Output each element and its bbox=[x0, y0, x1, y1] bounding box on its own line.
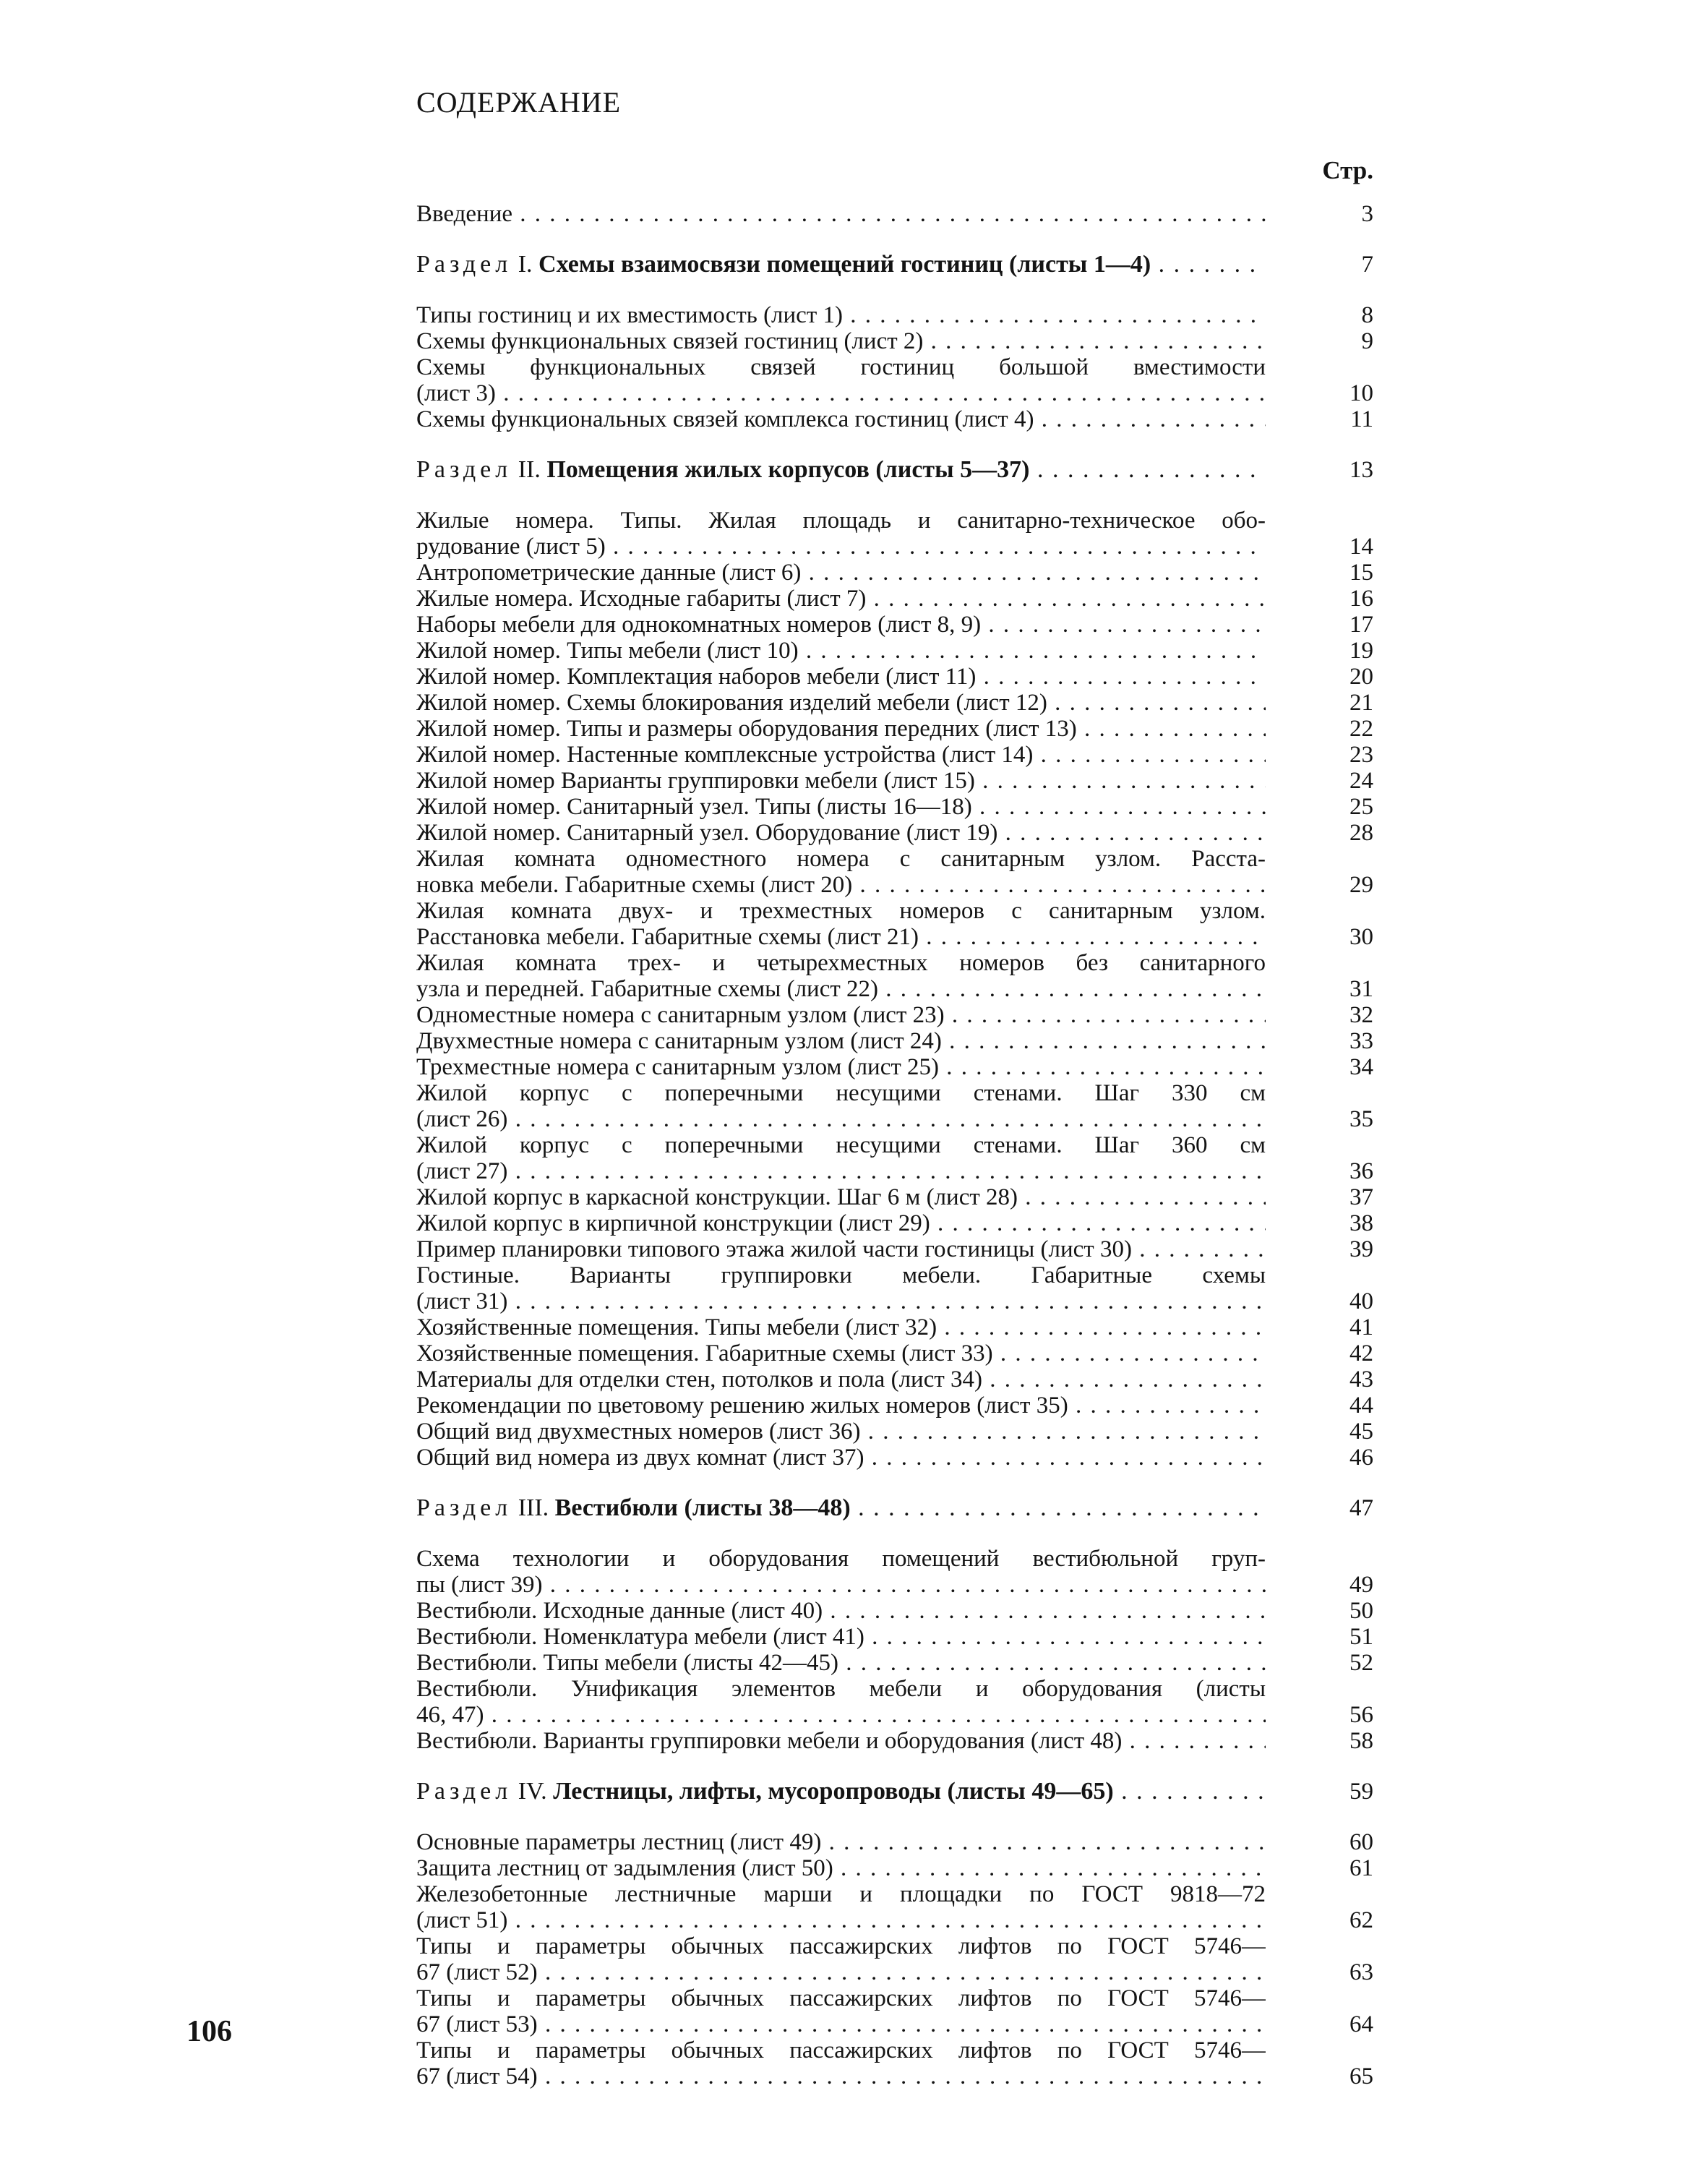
toc-entry-line: 67 (лист 53) . . . bbox=[416, 2011, 1266, 2037]
toc-page-number: 8 bbox=[1361, 302, 1373, 328]
toc-entry-line: Общий вид номера из двух комнат (лист 37) . . . bbox=[416, 1445, 1266, 1471]
toc-entry-line: Железобетонные лестничные марши и площадки по ГОСТ 9818—72 bbox=[416, 1881, 1266, 1907]
section-title: Лестницы, лифты, мусоропроводы (листы 49—65) bbox=[553, 1779, 1114, 1805]
toc-entry-line: Жилой корпус с поперечными несущими стенами. Шаг 360 см bbox=[416, 1132, 1266, 1158]
toc-entry-line: Жилой номер. Типы и размеры оборудования передних (лист 13) . . . bbox=[416, 716, 1266, 742]
toc-page-number: 52 bbox=[1349, 1650, 1373, 1676]
toc-entry-line: Основные параметры лестниц (лист 49) . . . bbox=[416, 1829, 1266, 1855]
toc-page-number: 31 bbox=[1349, 976, 1373, 1002]
toc-entry-line: Вестибюли. Номенклатура мебели (лист 41) . . . bbox=[416, 1624, 1266, 1650]
toc-entry-line: Жилые номера. Исходные габариты (лист 7) . . . bbox=[416, 586, 1266, 612]
toc-entry-line: Типы и параметры обычных пассажирских лифтов по ГОСТ 5746— bbox=[416, 2037, 1266, 2063]
toc-entry-line: Защита лестниц от задымления (лист 50) . . . bbox=[416, 1855, 1266, 1881]
toc-entry-line: Типы гостиниц и их вместимость (лист 1) . . . bbox=[416, 302, 1266, 328]
toc-page-number: 60 bbox=[1349, 1829, 1373, 1855]
toc-entry-line: Жилой номер. Настенные комплексные устройства (лист 14) . . . bbox=[416, 742, 1266, 768]
toc-page-number: 61 bbox=[1349, 1855, 1373, 1881]
toc-entry-line: рудование (лист 5) . . . bbox=[416, 534, 1266, 560]
toc-entry-line: Вестибюли. Унификация элементов мебели и оборудования (листы bbox=[416, 1676, 1266, 1702]
toc-page-number: 35 bbox=[1349, 1106, 1373, 1132]
toc-page-number: 3 bbox=[1361, 201, 1373, 227]
toc-page-number: 51 bbox=[1349, 1624, 1373, 1650]
section-number: III. bbox=[512, 1495, 555, 1521]
toc-page-number: 17 bbox=[1349, 612, 1373, 638]
toc-section-heading bbox=[416, 1495, 1266, 1521]
toc-entry-line: Расстановка мебели. Габаритные схемы (лист 21) . . . bbox=[416, 924, 1266, 950]
toc-entry-line: Жилой номер. Санитарный узел. Типы (листы 16—18) . . . bbox=[416, 794, 1266, 820]
toc-entry-line: Типы и параметры обычных пассажирских лифтов по ГОСТ 5746— bbox=[416, 1985, 1266, 2011]
toc-page-number: 49 bbox=[1349, 1572, 1373, 1598]
toc-entry-line: (лист 51) . . . bbox=[416, 1907, 1266, 1933]
toc-section-heading bbox=[416, 1779, 1266, 1805]
toc-entry-line: Гостиные. Варианты группировки мебели. Габаритные схемы bbox=[416, 1262, 1266, 1288]
section-title: Схемы взаимосвязи помещений гостиниц (листы 1—4) bbox=[538, 252, 1151, 278]
toc-page-number: 65 bbox=[1349, 2063, 1373, 2089]
toc-page-number: 37 bbox=[1349, 1184, 1373, 1210]
section-number: II. bbox=[512, 457, 547, 483]
toc-entry-line: Жилые номера. Типы. Жилая площадь и санитарно-техническое обо- bbox=[416, 508, 1266, 534]
toc-page-number: 63 bbox=[1349, 1959, 1373, 1985]
toc-page-number: 64 bbox=[1349, 2011, 1373, 2037]
toc-page-number: 56 bbox=[1349, 1702, 1373, 1728]
toc-entry-line: 67 (лист 54) . . . bbox=[416, 2063, 1266, 2089]
toc-entry-line: новка мебели. Габаритные схемы (лист 20) . . . bbox=[416, 872, 1266, 898]
toc-page-number: 10 bbox=[1349, 380, 1373, 406]
toc-entry-line: Вестибюли. Типы мебели (листы 42—45) . . . bbox=[416, 1650, 1266, 1676]
toc-page-number: 44 bbox=[1349, 1392, 1373, 1419]
toc-entry-line: Общий вид двухместных номеров (лист 36) . . . bbox=[416, 1419, 1266, 1445]
toc-page-number: 15 bbox=[1349, 560, 1373, 586]
toc-entry-line: Схемы функциональных связей гостиниц большой вместимости bbox=[416, 354, 1266, 380]
toc-entry-line: Схемы функциональных связей комплекса гостиниц (лист 4) . . . bbox=[416, 406, 1266, 432]
section-number: IV. bbox=[512, 1779, 554, 1805]
toc-page-number: 22 bbox=[1349, 716, 1373, 742]
toc-entry-line: (лист 3) . . . bbox=[416, 380, 1266, 406]
page-title: СОДЕРЖАНИЕ bbox=[416, 86, 622, 119]
toc-entry-line: Пример планировки типового этажа жилой части гостиницы (лист 30) . . . bbox=[416, 1236, 1266, 1262]
toc-page-number: 50 bbox=[1349, 1598, 1373, 1624]
toc-page-number: 14 bbox=[1349, 534, 1373, 560]
toc-page-number: 40 bbox=[1349, 1288, 1373, 1314]
toc-page-number: 41 bbox=[1349, 1314, 1373, 1340]
page-column-header: Стр. bbox=[1322, 156, 1373, 184]
toc-page-number: 30 bbox=[1349, 924, 1373, 950]
toc-page-number: 9 bbox=[1361, 328, 1373, 354]
toc-page-number: 42 bbox=[1349, 1340, 1373, 1366]
toc-entry-line: (лист 27) . . . bbox=[416, 1158, 1266, 1184]
toc-entry-line: Наборы мебели для однокомнатных номеров (лист 8, 9) . . . bbox=[416, 612, 1266, 638]
toc-page-number: 38 bbox=[1349, 1210, 1373, 1236]
toc-entry-line: (лист 31) . . . bbox=[416, 1288, 1266, 1314]
toc-entry-line: Жилой номер. Типы мебели (лист 10) . . . bbox=[416, 638, 1266, 664]
toc-entry-line: Антропометрические данные (лист 6) . . . bbox=[416, 560, 1266, 586]
toc-page-number: 47 bbox=[1349, 1495, 1373, 1521]
toc-page-number: 28 bbox=[1349, 820, 1373, 846]
toc-page-number: 21 bbox=[1349, 690, 1373, 716]
toc-entry-line: Жилой номер. Комплектация наборов мебели (лист 11) . . . bbox=[416, 664, 1266, 690]
toc-page-number: 46 bbox=[1349, 1445, 1373, 1471]
toc-page-number: 32 bbox=[1349, 1002, 1373, 1028]
toc-page-number: 45 bbox=[1349, 1419, 1373, 1445]
toc-entry-line: Типы и параметры обычных пассажирских лифтов по ГОСТ 5746— bbox=[416, 1933, 1266, 1959]
toc-page-number: 43 bbox=[1349, 1366, 1373, 1392]
toc-entry-line: 67 (лист 52) . . . bbox=[416, 1959, 1266, 1985]
section-title: Вестибюли (листы 38—48) bbox=[554, 1495, 851, 1521]
toc-entry-line: Двухместные номера с санитарным узлом (лист 24) . . . bbox=[416, 1028, 1266, 1054]
toc-page-number: 24 bbox=[1349, 768, 1373, 794]
toc-entry-line: Материалы для отделки стен, потолков и пола (лист 34) . . . bbox=[416, 1366, 1266, 1392]
toc-entry-line: узла и передней. Габаритные схемы (лист 22) . . . bbox=[416, 976, 1266, 1002]
toc-section-heading bbox=[416, 252, 1266, 278]
toc-entry-line: Введение . . . bbox=[416, 201, 1266, 227]
toc-entry-line: Жилой номер. Схемы блокирования изделий мебели (лист 12) . . . bbox=[416, 690, 1266, 716]
toc-entry-line: Жилой корпус в каркасной конструкции. Шаг 6 м (лист 28) . . . bbox=[416, 1184, 1266, 1210]
section-word: Раздел bbox=[416, 1495, 512, 1521]
toc-page-number: 36 bbox=[1349, 1158, 1373, 1184]
toc-page-number: 23 bbox=[1349, 742, 1373, 768]
section-word: Раздел bbox=[416, 1779, 512, 1805]
toc-entry-line: Жилая комната трех- и четырехместных номеров без санитарного bbox=[416, 950, 1266, 976]
section-word: Раздел bbox=[416, 457, 512, 483]
toc-entry-line: (лист 26) . . . bbox=[416, 1106, 1266, 1132]
toc-entry-line: Хозяйственные помещения. Типы мебели (лист 32) . . . bbox=[416, 1314, 1266, 1340]
toc-page-number: 62 bbox=[1349, 1907, 1373, 1933]
toc-page-number: 13 bbox=[1349, 457, 1373, 483]
toc-entry-line: Хозяйственные помещения. Габаритные схемы (лист 33) . . . bbox=[416, 1340, 1266, 1366]
toc-page-number: 19 bbox=[1349, 638, 1373, 664]
toc-page-number: 16 bbox=[1349, 586, 1373, 612]
toc-entry-line: пы (лист 39) . . . bbox=[416, 1572, 1266, 1598]
section-number: I. bbox=[512, 252, 539, 278]
toc-entry-line: Жилой корпус в кирпичной конструкции (лист 29) . . . bbox=[416, 1210, 1266, 1236]
toc-entry-line: Вестибюли. Исходные данные (лист 40) . . . bbox=[416, 1598, 1266, 1624]
toc-page-number: 25 bbox=[1349, 794, 1373, 820]
toc-page-number: 39 bbox=[1349, 1236, 1373, 1262]
toc-page-number: 20 bbox=[1349, 664, 1373, 690]
toc-page-number: 29 bbox=[1349, 872, 1373, 898]
toc-section-heading bbox=[416, 457, 1266, 483]
toc-page-number: 33 bbox=[1349, 1028, 1373, 1054]
toc-page-number: 11 bbox=[1350, 406, 1373, 432]
toc-entry-line: Жилой номер. Санитарный узел. Оборудование (лист 19) . . . bbox=[416, 820, 1266, 846]
toc-entry-line: Вестибюли. Варианты группировки мебели и оборудования (лист 48) . . . bbox=[416, 1728, 1266, 1754]
section-word: Раздел bbox=[416, 252, 512, 278]
toc-entry-line: Рекомендации по цветовому решению жилых номеров (лист 35) . . . bbox=[416, 1392, 1266, 1419]
toc-page-number: 59 bbox=[1349, 1779, 1373, 1805]
toc-entry-line: Схема технологии и оборудования помещений вестибюльной груп- bbox=[416, 1546, 1266, 1572]
page-folio: 106 bbox=[186, 2015, 232, 2048]
section-title: Помещения жилых корпусов (листы 5—37) bbox=[546, 457, 1030, 483]
toc-page-number: 34 bbox=[1349, 1054, 1373, 1080]
toc-entry-line: Жилой номер Варианты группировки мебели (лист 15) . . . bbox=[416, 768, 1266, 794]
toc-entry-line: 46, 47) . . . bbox=[416, 1702, 1266, 1728]
toc-entry-line: Трехместные номера с санитарным узлом (лист 25) . . . bbox=[416, 1054, 1266, 1080]
toc-page-number: 58 bbox=[1349, 1728, 1373, 1754]
toc-entry-line: Одноместные номера с санитарным узлом (лист 23) . . . bbox=[416, 1002, 1266, 1028]
toc-entry-line: Жилой корпус с поперечными несущими стенами. Шаг 330 см bbox=[416, 1080, 1266, 1106]
toc-entry-line: Схемы функциональных связей гостиниц (лист 2) . . . bbox=[416, 328, 1266, 354]
toc-entry-line: Жилая комната одноместного номера с санитарным узлом. Расста- bbox=[416, 846, 1266, 872]
toc-entry-line: Жилая комната двух- и трехместных номеров с санитарным узлом. bbox=[416, 898, 1266, 924]
toc-page-number: 7 bbox=[1361, 252, 1373, 278]
